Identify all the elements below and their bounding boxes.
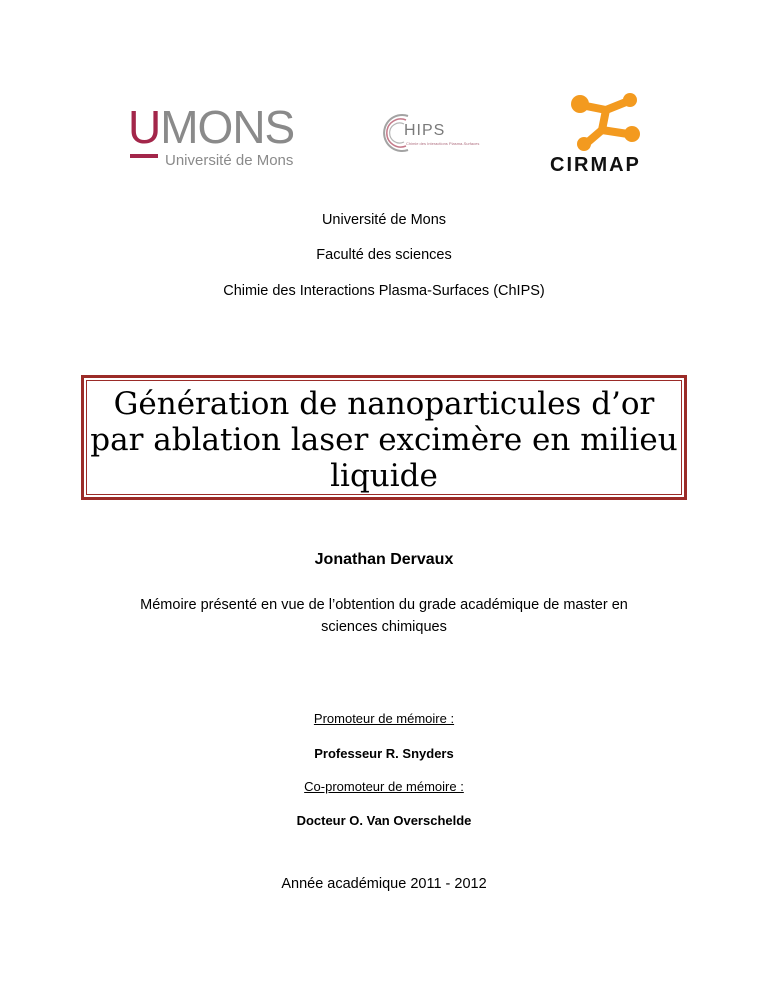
- cirmap-logo-word: CIRMAP: [550, 154, 641, 176]
- promoteur-label: Promoteur de mémoire :: [313, 711, 455, 726]
- university-name: Université de Mons: [321, 212, 447, 228]
- umons-logo-word: [128, 101, 295, 153]
- faculty-name: Faculté des sciences: [316, 247, 452, 263]
- academic-year: Année académique 2011 - 2012: [281, 876, 487, 892]
- chips-logo-word: HIPS: [404, 122, 446, 139]
- umons-logo-subtitle: Université de Mons: [165, 152, 294, 169]
- title-line-1: Génération de nanoparticules d’or: [113, 386, 655, 422]
- title-line-2: par ablation laser excimère en milieu: [90, 422, 678, 458]
- cirmap-logo: [550, 92, 660, 182]
- title-line-3: liquide: [330, 458, 438, 494]
- promoteur-name: Professeur R. Snyders: [314, 746, 454, 761]
- memoire-description: [0, 594, 768, 638]
- copromoteur-name: Docteur O. Van Overschelde: [296, 813, 472, 828]
- umons-logo-mons: MONS: [160, 101, 295, 153]
- memoire-line-2: sciences chimiques: [321, 619, 447, 635]
- lab-name: Chimie des Interactions Plasma-Surfaces (ChIPS): [223, 283, 545, 299]
- thesis-title: [84, 386, 684, 494]
- copromoteur-label: Co-promoteur de mémoire :: [304, 779, 464, 794]
- memoire-line-1: Mémoire présenté en vue de l’obtention du grade académique de master en: [140, 597, 628, 613]
- chips-logo-subtitle: Chimie des Interactions Plasma-Surfaces: [406, 141, 480, 146]
- author-name: Jonathan Dervaux: [314, 551, 454, 568]
- title-box: [81, 375, 687, 500]
- umons-logo-u: U: [128, 101, 161, 153]
- chips-logo: [378, 108, 490, 158]
- umons-logo: [128, 101, 318, 174]
- cirmap-molecule-icon: [568, 92, 648, 154]
